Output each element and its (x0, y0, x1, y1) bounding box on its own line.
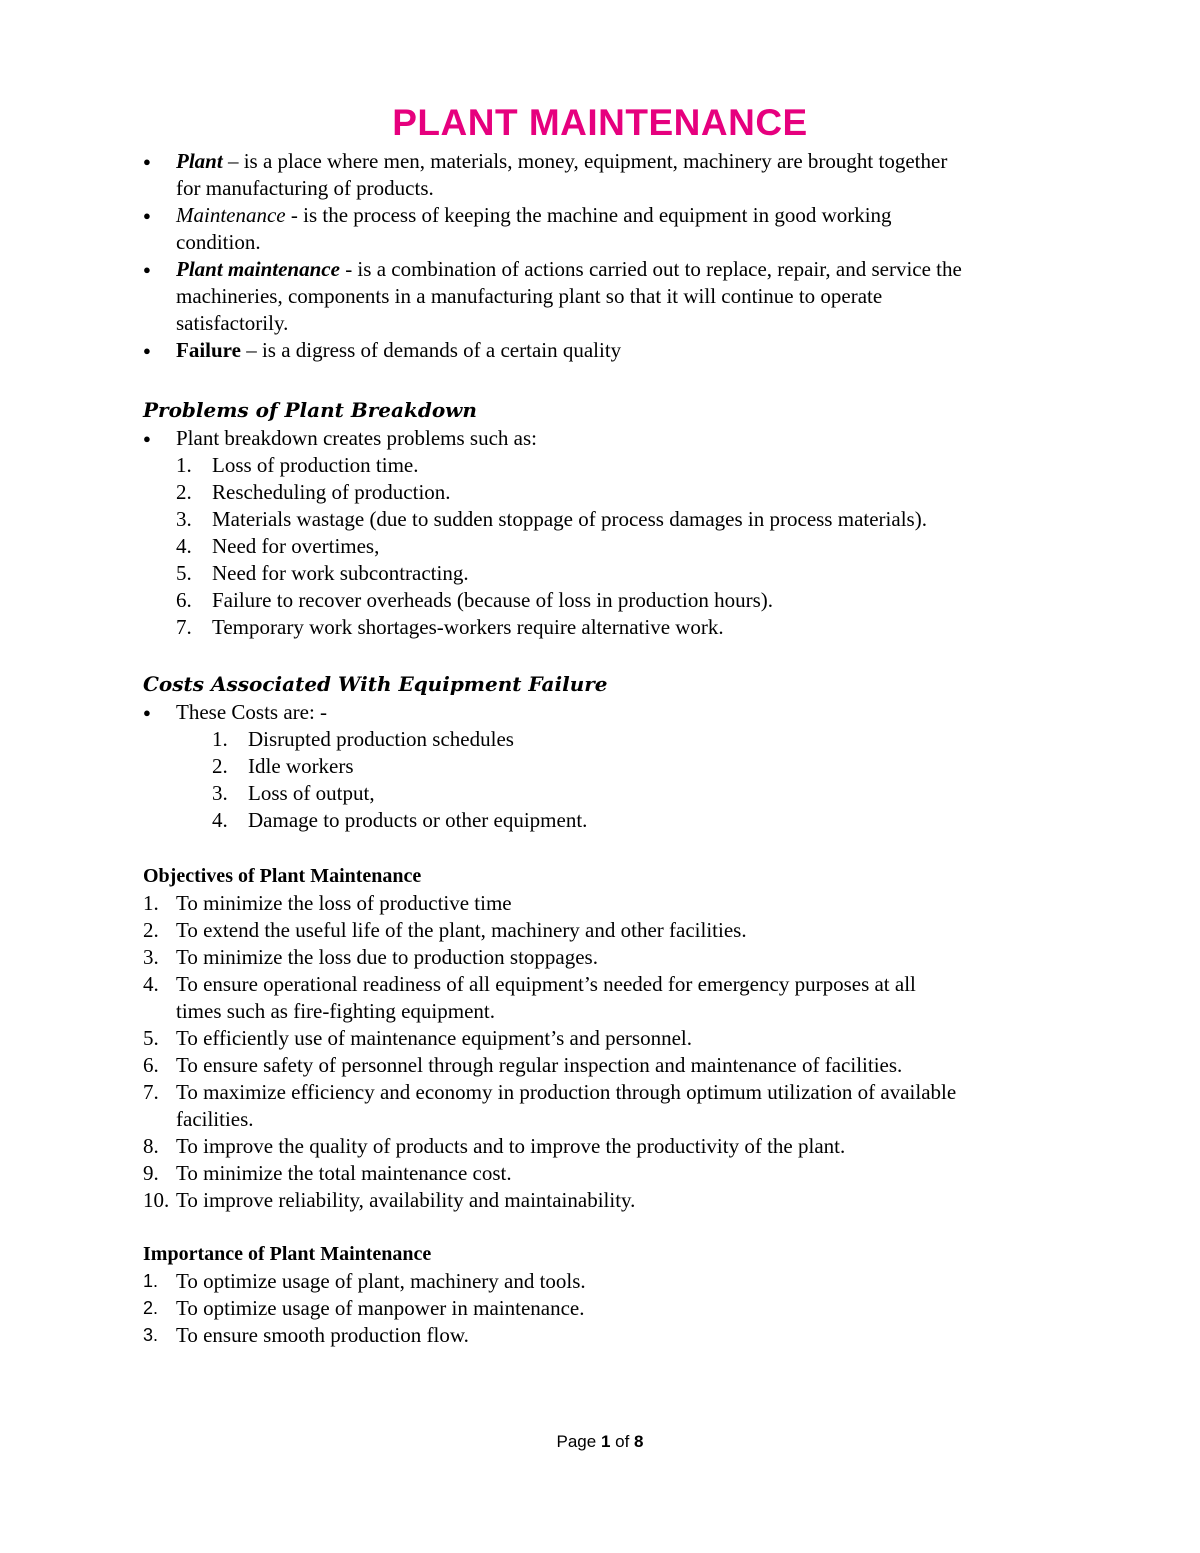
list-text: times such as fire-fighting equipment. (176, 999, 496, 1023)
list-text: Loss of production time. (212, 453, 419, 477)
list-text: To minimize the total maintenance cost. (176, 1161, 512, 1185)
list-item (0, 1187, 1200, 1214)
bullet-icon: ● (143, 343, 151, 358)
footer-prefix: Page (556, 1432, 601, 1451)
bullet-icon: ● (143, 154, 151, 169)
list-item (0, 533, 1200, 560)
section-heading: Objectives of Plant Maintenance (143, 865, 422, 887)
list-text: To optimize usage of manpower in maintenance. (176, 1296, 585, 1320)
list-item (0, 1106, 1200, 1133)
list-number: 5. (176, 561, 192, 585)
list-text: To ensure operational readiness of all equipment’s needed for emergency purposes at all (176, 972, 916, 996)
list-item (0, 614, 1200, 641)
list-text: Temporary work shortages-workers require alternative work. (212, 615, 724, 639)
list-text: To maximize efficiency and economy in production through optimum utilization of available (176, 1080, 957, 1104)
page-title: PLANT MAINTENANCE (392, 102, 808, 143)
term-failure: Failure (176, 338, 241, 362)
list-number: 2. (143, 1298, 159, 1318)
definition-text: for manufacturing of products. (176, 176, 434, 200)
list-item (0, 1295, 1200, 1322)
list-item (0, 1052, 1200, 1079)
list-number: 7. (143, 1080, 159, 1104)
list-text: Idle workers (248, 754, 354, 778)
list-item-cont (0, 283, 1200, 310)
list-number: 9. (143, 1161, 159, 1185)
list-item (0, 971, 1200, 998)
list-text: Loss of output, (248, 781, 375, 805)
list-item (0, 560, 1200, 587)
bullet-icon: ● (143, 208, 151, 223)
list-item (0, 780, 1200, 807)
definition-text: – is a place where men, materials, money, equipment, machinery are brought together (222, 149, 948, 173)
list-item-cont (0, 175, 1200, 202)
list-text: To improve reliability, availability and maintainability. (176, 1188, 636, 1212)
list-item (0, 425, 1200, 452)
list-number: 4. (212, 808, 228, 832)
list-number: 3. (143, 945, 159, 969)
section-heading: Importance of Plant Maintenance (143, 1243, 432, 1265)
list-number: 2. (143, 918, 159, 942)
list-item (0, 587, 1200, 614)
objectives-section (0, 863, 1200, 1214)
definition-text: machineries, components in a manufacturing plant so that it will continue to operate (176, 284, 883, 308)
list-text: To minimize the loss due to production stoppages. (176, 945, 598, 969)
list-item (0, 1322, 1200, 1349)
list-item (0, 917, 1200, 944)
list-text: Damage to products or other equipment. (248, 808, 588, 832)
list-item (0, 1079, 1200, 1106)
list-item (0, 1160, 1200, 1187)
list-text: Materials wastage (due to sudden stoppage of process damages in process materials). (212, 507, 927, 531)
list-number: 10. (143, 1188, 170, 1212)
list-item (0, 452, 1200, 479)
list-text: To ensure smooth production flow. (176, 1323, 469, 1347)
footer-page-total: 8 (634, 1432, 644, 1451)
list-number: 3. (212, 781, 228, 805)
list-item (0, 479, 1200, 506)
page-footer (0, 1432, 1200, 1452)
definition-text: satisfactorily. (176, 311, 289, 335)
list-item (0, 726, 1200, 753)
list-text: To ensure safety of personnel through regular inspection and maintenance of facilities. (176, 1053, 903, 1077)
list-number: 3. (143, 1325, 159, 1345)
list-text: To efficiently use of maintenance equipment’s and personnel. (176, 1026, 692, 1050)
definition-text: - is the process of keeping the machine and equipment in good working (285, 203, 892, 227)
term-plant-maintenance: Plant maintenance (176, 257, 340, 281)
list-item (0, 890, 1200, 917)
list-text: Need for overtimes, (212, 534, 380, 558)
list-text: Rescheduling of production. (212, 480, 451, 504)
list-number: 1. (212, 727, 228, 751)
list-item (0, 944, 1200, 971)
list-item (0, 148, 1200, 175)
list-item (0, 1025, 1200, 1052)
breakdown-section (0, 397, 1200, 641)
list-text: To optimize usage of plant, machinery and tools. (176, 1269, 586, 1293)
list-item (0, 753, 1200, 780)
definition-text: – is a digress of demands of a certain quality (240, 338, 622, 362)
list-item (0, 256, 1200, 283)
list-number: 1. (176, 453, 192, 477)
footer-page-number: 1 (600, 1432, 611, 1451)
list-text: To minimize the loss of productive time (176, 891, 512, 915)
list-text: Failure to recover overheads (because of loss in production hours). (212, 588, 773, 612)
list-text: facilities. (176, 1107, 254, 1131)
list-number: 4. (143, 972, 159, 996)
list-text: Disrupted production schedules (248, 727, 514, 751)
list-item (0, 998, 1200, 1025)
section-heading: Costs Associated With Equipment Failure (143, 672, 608, 696)
list-intro: Plant breakdown creates problems such as: (176, 426, 537, 450)
list-number: 3. (176, 507, 192, 531)
list-item (0, 202, 1200, 229)
footer-of: of (610, 1432, 635, 1451)
definition-text: condition. (176, 230, 261, 254)
list-number: 2. (212, 754, 228, 778)
definitions-list (0, 148, 1200, 364)
list-number: 1. (143, 891, 159, 915)
list-number: 1. (143, 1271, 159, 1291)
term-plant: Plant (176, 149, 223, 173)
bullet-icon: ● (143, 705, 151, 720)
term-maintenance: Maintenance (176, 203, 286, 227)
section-heading: Problems of Plant Breakdown (143, 398, 477, 422)
list-number: 2. (176, 480, 192, 504)
list-number: 7. (176, 615, 192, 639)
list-item (0, 337, 1200, 364)
bullet-icon: ● (143, 431, 151, 446)
list-intro: These Costs are: - (176, 700, 328, 724)
list-number: 6. (176, 588, 192, 612)
definition-text: - is a combination of actions carried out to replace, repair, and service the (339, 257, 962, 281)
list-item (0, 1268, 1200, 1295)
list-number: 4. (176, 534, 192, 558)
list-number: 5. (143, 1026, 159, 1050)
list-item (0, 807, 1200, 834)
bullet-icon: ● (143, 262, 151, 277)
costs-section (0, 671, 1200, 834)
list-item (0, 699, 1200, 726)
list-item (0, 506, 1200, 533)
list-number: 6. (143, 1053, 159, 1077)
list-item-cont (0, 229, 1200, 256)
importance-section (0, 1241, 1200, 1349)
list-item-cont (0, 310, 1200, 337)
list-text: To extend the useful life of the plant, machinery and other facilities. (176, 918, 747, 942)
list-text: To improve the quality of products and to improve the productivity of the plant. (176, 1134, 846, 1158)
list-item (0, 1133, 1200, 1160)
list-number: 8. (143, 1134, 159, 1158)
list-text: Need for work subcontracting. (212, 561, 469, 585)
